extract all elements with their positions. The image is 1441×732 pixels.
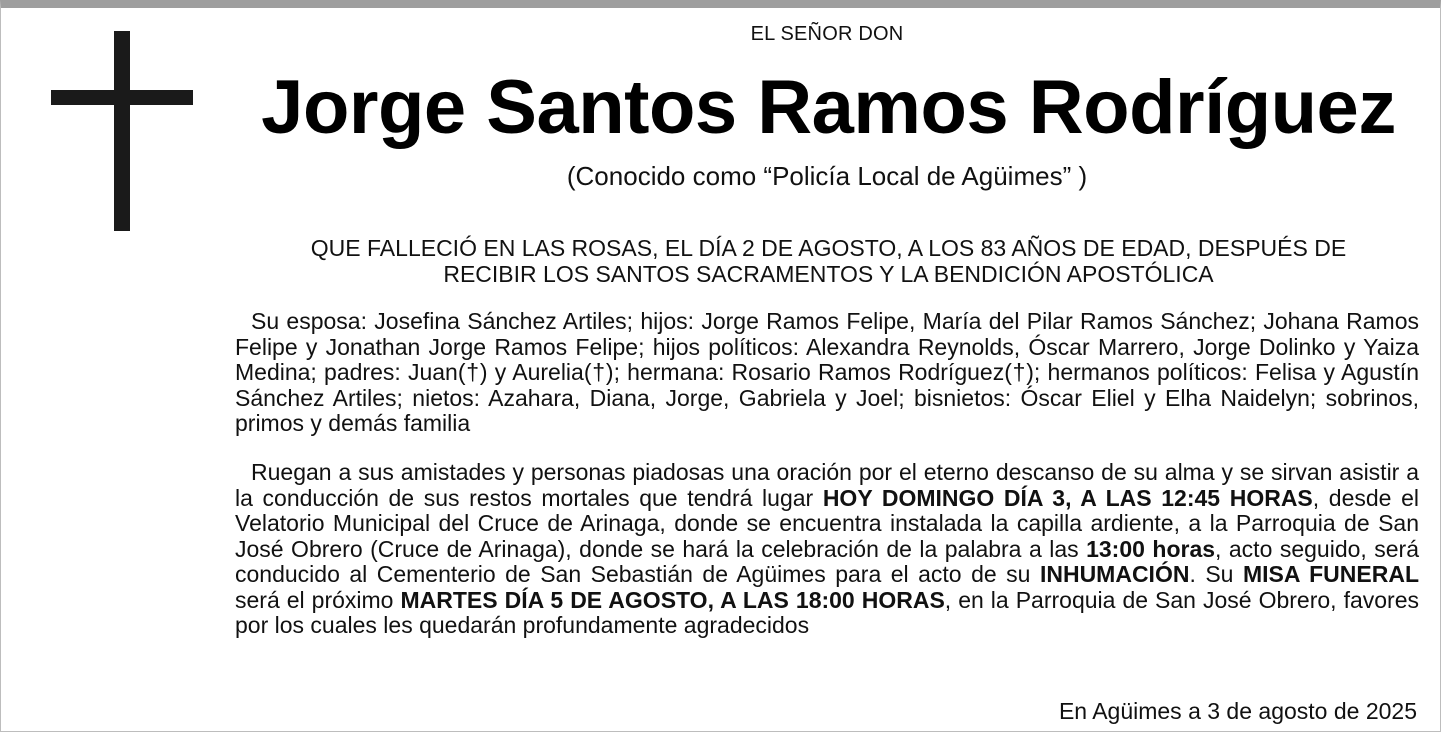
deceased-name: Jorge Santos Ramos Rodríguez [261, 65, 1396, 150]
request-text-3: , acto seguido, será conducido al Cementerio de San Sebastián de Agüimes para el acto de su [235, 535, 1420, 587]
request-bold-funeral-mass: MISA FUNERAL [1242, 561, 1419, 587]
death-announcement-line-1: QUE FALLECIÓ EN LAS ROSAS, EL DÍA 2 DE AGOSTO, A LOS 83 AÑOS DE EDAD, DESPUÉS DE [310, 235, 1347, 261]
latin-cross-icon [51, 31, 193, 231]
honorific-prefix: EL SEÑOR DON [750, 23, 904, 45]
funeral-request-paragraph [235, 460, 1419, 639]
death-announcement [241, 235, 1416, 287]
request-bold-ceremony-time: 13:00 horas [1086, 535, 1216, 562]
place-and-date-signoff: En Agüimes a 3 de agosto de 2025 [1058, 698, 1417, 724]
cross-horizontal-bar [51, 90, 193, 105]
request-bold-mass-date: MARTES DÍA 5 DE AGOSTO, A LAS 18:00 HORAS [400, 586, 945, 613]
death-announcement-line-2: RECIBIR LOS SANTOS SACRAMENTOS Y LA BENDICIÓN APOSTÓLICA [443, 261, 1214, 287]
cross-vertical-bar [114, 31, 130, 231]
request-bold-procession-time: HOY DOMINGO DÍA 3, A LAS 12:45 HORAS [822, 484, 1313, 511]
request-text-5: será el próximo [235, 586, 401, 613]
request-text-1: Ruegan a sus amistades y personas piadosas una oración por el eterno descanso de su alma y se sirvan asistir a la conducción de sus restos mortales que tendrá lugar [235, 459, 1419, 511]
family-members-paragraph: Su esposa: Josefina Sánchez Artiles; hijos: Jorge Ramos Felipe, María del Pilar Ramos Sánchez; Johana Ramos Felipe y Jonathan Jorge Ramos Felipe; hijos políticos: Alexandra Reynolds, Óscar Marrero, Jorge Dolinko y Yaiza Medina; padres: Juan(†) y Aurelia(†); hermana: Rosario Ramos Rodríguez(†); hermanos políticos: Felisa y Agustín Sánchez Artiles; nietos: Azahara, Diana, Jorge, Gabriela y Joel; bisnietos: Óscar Eliel y Elha Naidelyn; sobrinos, primos y demás familia [235, 308, 1419, 436]
request-text-6: , en la Parroquia de San José Obrero, favores por los cuales les quedarán profundamente agradecidos [235, 586, 1419, 638]
request-bold-burial: INHUMACIÓN [1039, 561, 1190, 587]
deceased-alias: (Conocido como “Policía Local de Agüimes” ) [566, 161, 1088, 191]
request-text-2: , desde el Velatorio Municipal del Cruce de Arinaga, donde se encuentra instalada la capilla ardiente, a la Parroquia de San José Obrero (Cruce de Arinaga), donde se hará la celebración de la palabra a las [235, 484, 1419, 562]
request-text-4: . Su [1189, 561, 1243, 587]
